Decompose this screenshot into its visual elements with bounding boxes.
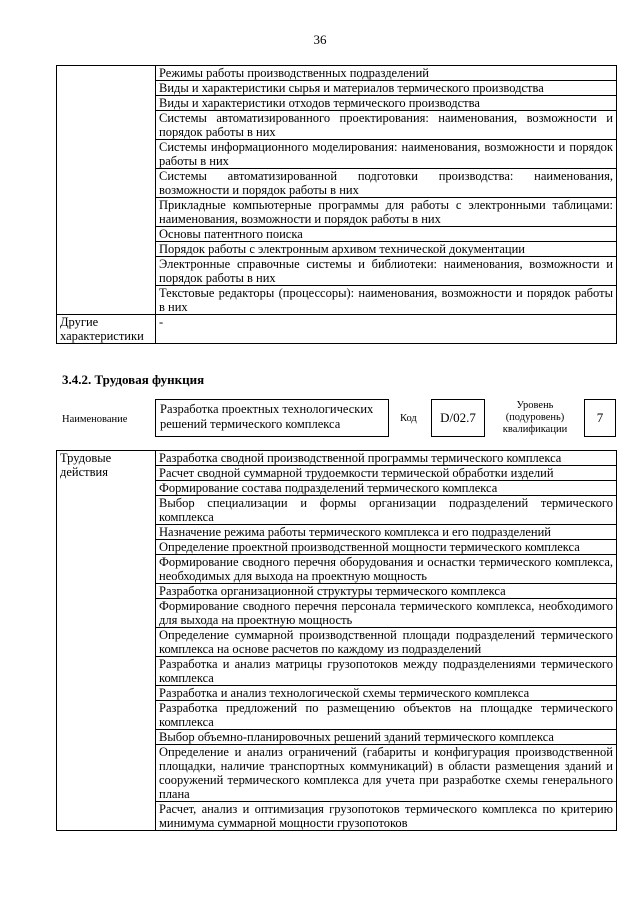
knowledge-label-cell [57, 66, 156, 315]
action-item: Определение и анализ ограничений (габариты и конфигурация производственной площадки, наличие транспортных коммуникаций) в области размещения зданий и сооружений термического комплекса для учета при разработке схемы генерального плана [156, 745, 617, 802]
table-row [57, 66, 617, 81]
action-item: Разработка предложений по размещению объектов на площадке термического комплекса [156, 701, 617, 730]
action-item: Назначение режима работы термического комплекса и его подразделений [156, 525, 617, 540]
level-label: Уровень (подуровень) квалификации [502, 400, 568, 435]
other-label: Другие характеристики [57, 315, 156, 344]
actions-table [56, 450, 617, 831]
knowledge-item: Режимы работы производственных подразделений [156, 66, 617, 81]
action-item: Выбор специализации и формы организации подразделений термического комплекса [156, 496, 617, 525]
function-code-box: D/02.7 [431, 399, 485, 437]
name-label: Наименование [62, 414, 128, 425]
knowledge-table [56, 65, 617, 344]
code-label: Код [400, 413, 417, 424]
action-item: Расчет сводной суммарной трудоемкости термической обработки изделий [156, 466, 617, 481]
other-value: - [156, 315, 617, 344]
table-row [57, 451, 617, 466]
knowledge-item: Прикладные компьютерные программы для работы с электронными таблицами: наименования, возможности и порядок работы в них [156, 198, 617, 227]
knowledge-item: Системы автоматизированного проектирования: наименования, возможности и порядок работы в них [156, 111, 617, 140]
function-name-box: Разработка проектных технологических решений термического комплекса [155, 399, 389, 437]
table-row [57, 315, 617, 344]
knowledge-item: Виды и характеристики сырья и материалов термического производства [156, 81, 617, 96]
action-item: Разработка и анализ матрицы грузопотоков между подразделениями термического комплекса [156, 657, 617, 686]
action-item: Расчет, анализ и оптимизация грузопотоков термического комплекса по критерию минимума суммарной мощности грузопотоков [156, 802, 617, 831]
action-item: Разработка организационной структуры термического комплекса [156, 584, 617, 599]
action-item: Формирование сводного перечня оборудования и оснастки термического комплекса, необходимых для выхода на проектную мощность [156, 555, 617, 584]
action-item: Формирование состава подразделений термического комплекса [156, 481, 617, 496]
action-item: Определение суммарной производственной площади подразделений термического комплекса на основе расчетов по каждому из подразделений [156, 628, 617, 657]
action-item: Выбор объемно-планировочных решений зданий термического комплекса [156, 730, 617, 745]
level-box: 7 [584, 399, 616, 437]
action-item: Разработка сводной производственной программы термического комплекса [156, 451, 617, 466]
knowledge-item: Текстовые редакторы (процессоры): наименования, возможности и порядок работы в них [156, 286, 617, 315]
knowledge-item: Электронные справочные системы и библиотеки: наименования, возможности и порядок работы в них [156, 257, 617, 286]
knowledge-item: Системы автоматизированной подготовки производства: наименования, возможности и порядок работы в них [156, 169, 617, 198]
action-item: Разработка и анализ технологической схемы термического комплекса [156, 686, 617, 701]
action-item: Определение проектной производственной мощности термического комплекса [156, 540, 617, 555]
action-item: Формирование сводного перечня персонала термического комплекса, необходимого для выхода на проектную мощность [156, 599, 617, 628]
section-heading: 3.4.2. Трудовая функция [62, 372, 205, 387]
knowledge-item: Основы патентного поиска [156, 227, 617, 242]
page-number: 36 [313, 32, 327, 47]
knowledge-item: Порядок работы с электронным архивом технической документации [156, 242, 617, 257]
knowledge-item: Виды и характеристики отходов термического производства [156, 96, 617, 111]
actions-label: Трудовые действия [57, 451, 156, 831]
knowledge-item: Системы информационного моделирования: наименования, возможности и порядок работы в них [156, 140, 617, 169]
